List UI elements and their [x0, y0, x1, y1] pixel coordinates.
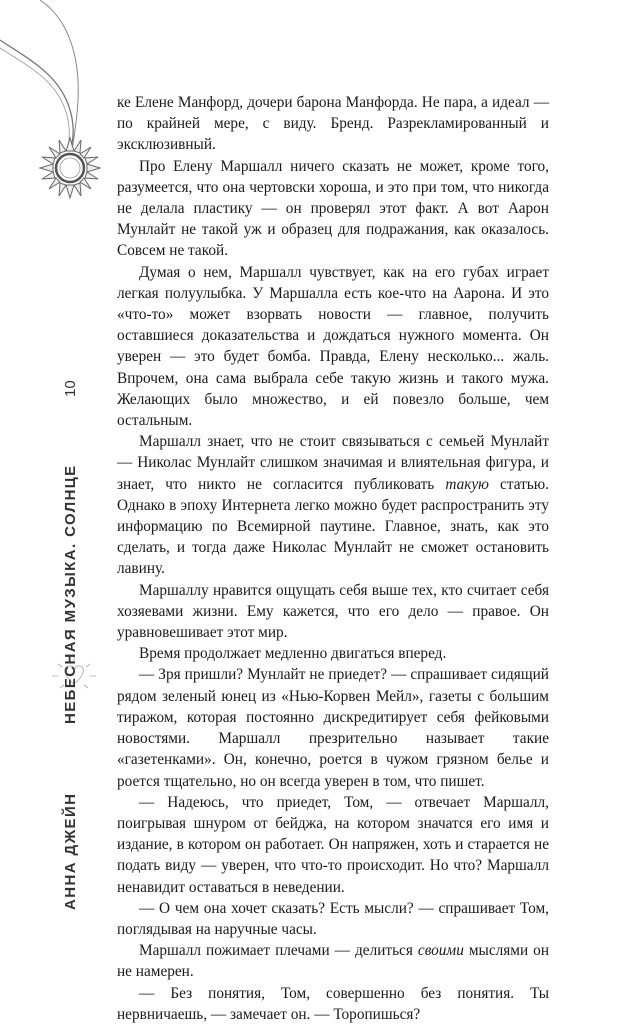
page-number: 10 [62, 380, 79, 397]
body-text [117, 92, 549, 1025]
book-title: НЕБЕСНАЯ МУЗЫКА. СОЛНЦЕ [62, 464, 79, 725]
side-running-header [62, 380, 79, 910]
paragraph: — О чем она хочет сказать? Есть мысли? — спрашивает Том, поглядывая на наручные часы. [117, 899, 549, 938]
paragraph: — Надеюсь, что приедет, Том, — отвечает Маршалл, поигрывая шнуром от бейджа, на котором значатся его имя и издание, в котором он работает. Он напряжен, хоть и старается не подать виду — уверен, что что-то происходит. Но что? Маршалл ненавидит оставаться в неведении. [117, 793, 549, 896]
paragraph: — Зря пришли? Мунлайт не приедет? — спрашивает сидящий рядом зеленый юнец из «Нью-Корвен Мейл», газеты с большим тиражом, которая постоянно дискредитирует себя фейковыми новостями. Маршалл презрительно называет такие «газетенками». Он, конечно, роется в чужом грязном белье и роется тщательно, но он всегда уверен в том, что пишет. [117, 666, 549, 790]
paragraph: ке Елене Манфорд, дочери барона Манфорда. Не пара, а идеал — по крайней мере, с виду. Бренд. Разрекламированный и эксклюзивный. [117, 94, 549, 154]
italic-emphasis: своими [417, 942, 464, 960]
paragraph: Маршалл пожимает плечами — делиться своими мыслями он не намерен. [117, 942, 550, 981]
author-name: АННА ДЖЕЙН [62, 792, 79, 910]
paragraph: Думая о нем, Маршалл чувствует, как на его губах играет легкая полуулыбка. У Маршалла есть кое-что на Аарона. И это «что-то» может взорвать новости — главное, получить оставшиеся доказательства и дождаться нужного момента. Он уверен — это будет бомба. Правда, Елену несколько... жаль. Впрочем, она сама выбрала себе такую жизнь и такого мужа. Желающих было множество, и ей повезло больше, чем остальным. [117, 263, 549, 430]
paragraph: — Без понятия, Том, совершенно без понятия. Ты нервничаешь, — замечает он. — Торопишься? [117, 984, 549, 1023]
italic-emphasis: такую [445, 475, 489, 493]
paragraph: Время продолжает медленно двигаться вперед. [139, 645, 447, 663]
paragraph: Маршалл знает, что не стоит связываться с семьей Мунлайт — Николас Мунлайт слишком значимая и влиятельная фигура, и знает, что никто не согласится публиковать такую статью. Однако в эпоху Интернета легко можно будет распространить эту информацию по Всемирной паутине. Главное, знать, как это сделать, и тогда даже Николас Мунлайт не сможет остановить лавину. [117, 433, 549, 578]
paragraph: Про Елену Маршалл ничего сказать не может, кроме того, разумеется, что она чертовски хороша, и это при том, что никогда не делала пластику — он проверял этот факт. А вот Аарон Мунлайт не такой уж и образец для подражания, как оказалось. Совсем не такой. [117, 157, 549, 260]
paragraph: Маршаллу нравится ощущать себя выше тех, кто считает себя хозяевами жизни. Ему кажется, что его дело — правое. Он уравновешивает этот мир. [117, 581, 549, 642]
